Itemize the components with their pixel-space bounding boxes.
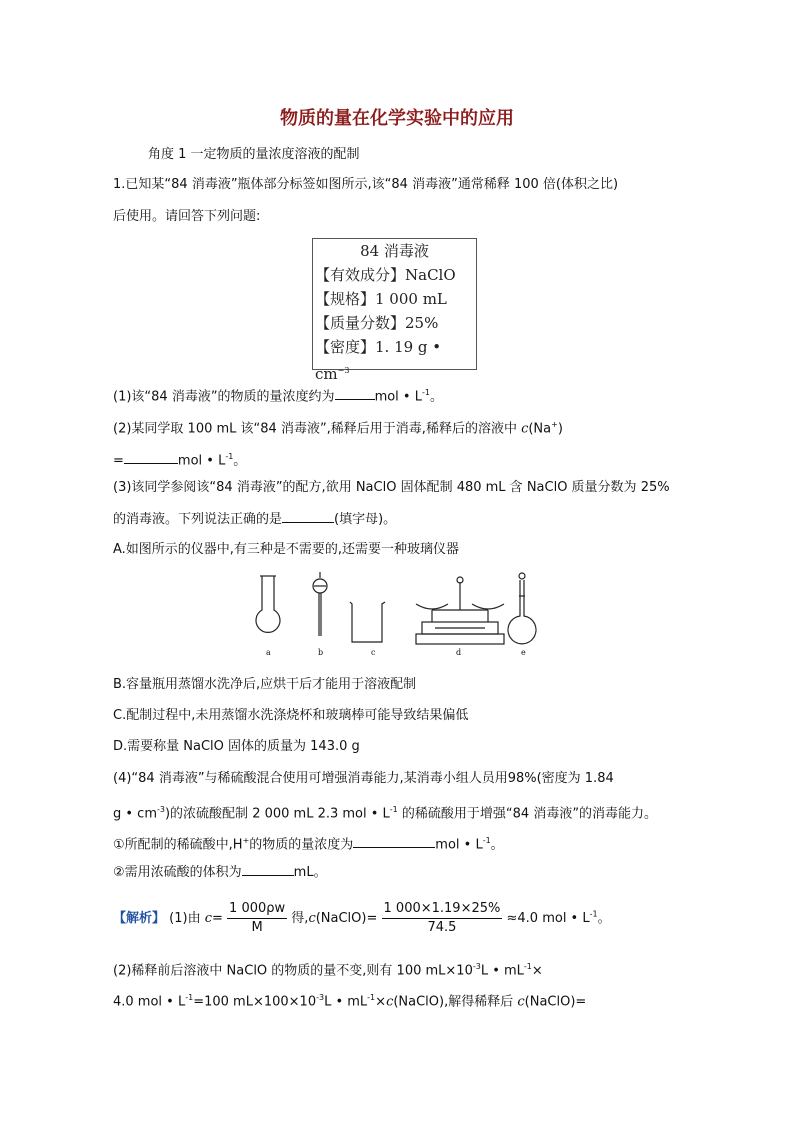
question-1-line-1: 1.已知某“84 消毒液”瓶体部分标签如图所示,该“84 消毒液”通常稀释 100 倍(体积之比) xyxy=(113,177,619,192)
option-d: D.需要称量 NaClO 固体的质量为 143.0 g xyxy=(113,739,360,754)
solution-tag: 【解析】 xyxy=(113,911,166,926)
page-title: 物质的量在化学实验中的应用 xyxy=(280,108,514,129)
question-1-line-2: 后使用。请回答下列问题: xyxy=(113,209,261,224)
separatory-funnel-icon xyxy=(313,572,327,636)
answer-blank[interactable] xyxy=(353,835,435,848)
apparatus-label-c: c xyxy=(371,648,376,657)
part-3-line-1: (3)该同学参阅该“84 消毒液”的配方,欲用 NaClO 固体配制 480 mL 含 NaClO 质量分数为 25% xyxy=(113,480,670,495)
solution-line-2: (2)稀释前后溶液中 NaClO 的物质的量不变,则有 100 $mL\times 10^{-3}L$ • $mL^{-1}\times$ xyxy=(113,962,543,979)
answer-blank[interactable] xyxy=(242,863,294,876)
part-4-sub-1: ①所配制的稀硫酸中,H+的物质的量浓度为 mol • $L^{-1}$。 xyxy=(113,836,504,853)
label-ingredient: 【有效成分】NaClO xyxy=(315,266,456,284)
section-heading: 角度 1 一定物质的量浓度溶液的配制 xyxy=(148,147,360,162)
solution-line-3: 4.0 mol • $L^{-1}=100$ $mL\times 100\times 10^{-3}L$ • $mL^{-1}\times c(NaClO)$,解得稀释后 c(NaClO)= xyxy=(113,993,587,1010)
apparatus-label-a: a xyxy=(266,648,271,657)
volumetric-flask-icon xyxy=(508,573,536,644)
answer-blank[interactable] xyxy=(335,387,375,400)
option-c: C.配制过程中,未用蒸馏水洗涤烧杯和玻璃棒可能导致结果偏低 xyxy=(113,708,469,723)
answer-blank[interactable] xyxy=(282,510,334,523)
apparatus-label-d: d xyxy=(456,648,462,657)
label-mass-fraction: 【质量分数】25% xyxy=(315,314,439,332)
bottle-label xyxy=(312,238,477,383)
label-product-name: 84 消毒液 xyxy=(360,242,429,260)
part-2-line-1: (2)某同学取 100 mL 该“84 消毒液”,稀释后用于消毒,稀释后的溶液中 c(Na+) xyxy=(113,420,563,437)
solution-line-1: 【解析】 (1)由 c= $\frac{1 000\rho w}{M}$ 得,c(NaClO)= $\frac{1 000\times 1.19\times 25\%}{74.5}$ ≈4.0 mol • $L^{-1}$。 xyxy=(113,901,611,935)
apparatus-label-e: e xyxy=(521,648,526,657)
apparatus-label-b: b xyxy=(318,648,324,657)
part-3-line-2: 的消毒液。下列说法正确的是 (填字母)。 xyxy=(113,512,397,527)
fraction-formula: $\frac{1 000\rho w}{M}$ xyxy=(229,901,286,935)
part-4-line-2: g • $cm^{-3}$)的浓硫酸配制 2 000 mL 2.3 mol • $L^{-1}$ 的稀硫酸用于增强“84 消毒液”的消毒能力。 xyxy=(113,805,658,822)
balance-icon xyxy=(416,577,504,644)
round-bottom-flask-icon xyxy=(256,576,280,632)
part-4-line-1: (4)“84 消毒液”与稀硫酸混合使用可增强消毒能力,某消毒小组人员用98%(密度为 1.84 xyxy=(113,771,614,786)
label-density: 【密度】1. 19 g • $cm^{-3}$ xyxy=(315,338,442,383)
label-spec: 【规格】1 000 mL xyxy=(315,290,447,308)
answer-blank[interactable] xyxy=(124,451,178,464)
part-2-line-2: = mol • $L^{-1}$。 xyxy=(113,452,247,469)
beaker-icon xyxy=(350,602,385,642)
apparatus-figure xyxy=(240,570,550,650)
fraction-computation: $\frac{1 000\times 1.19\times 25\%}{74.5}$ xyxy=(383,901,501,935)
part-1: (1)该“84 消毒液”的物质的量浓度约为 mol • $L^{-1}$。 xyxy=(113,388,443,405)
option-b: B.容量瓶用蒸馏水洗净后,应烘干后才能用于溶液配制 xyxy=(113,677,417,692)
part-4-sub-2: ②需用浓硫酸的体积为 mL。 xyxy=(113,865,327,880)
option-a: A.如图所示的仪器中,有三种是不需要的,还需要一种玻璃仪器 xyxy=(113,542,460,557)
